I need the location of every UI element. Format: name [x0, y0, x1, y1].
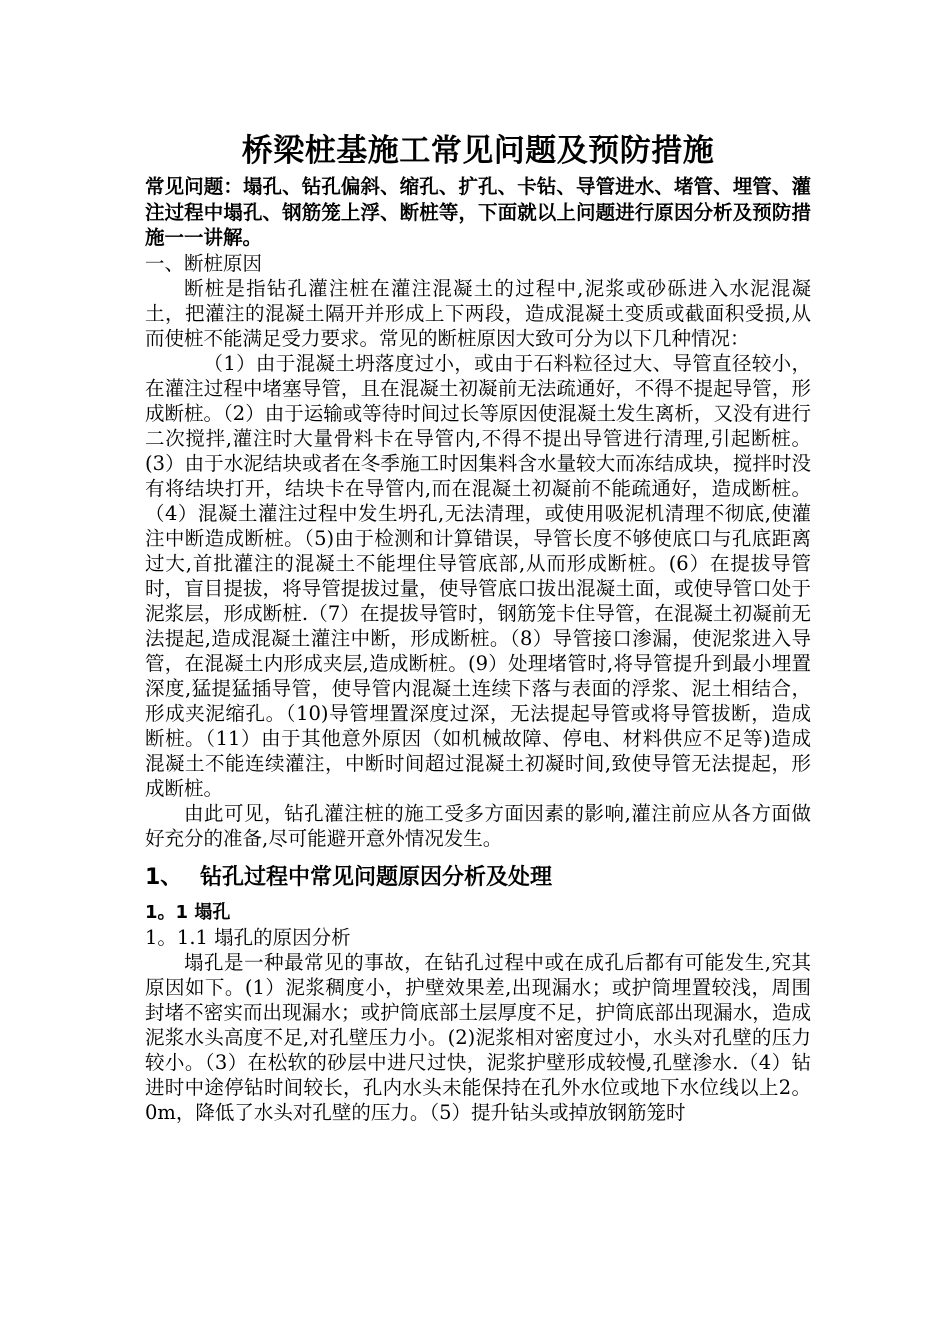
subheading-collapse: 1。1 塌孔	[145, 901, 231, 923]
summary-paragraph: 常见问题：塌孔、钻孔偏斜、缩孔、扩孔、卡钻、导管进水、堵管、埋管、灌注过程中塌孔、钢筋笼上浮、断桩等，下面就以上问题进行原因分析及预防措施一一讲解。	[145, 175, 811, 249]
heading-drilling-problems	[145, 863, 811, 893]
document-page	[145, 130, 811, 1125]
paragraph-causes-list: （1）由于混凝土坍落度过小，或由于石料粒径过大、导管直径较小，在灌注过程中堵塞导管，且在混凝土初凝前无法疏通好，不得不提起导管，形成断桩。（2）由于运输或等待时间过长等原因使混凝土发生离析，又没有进行二次搅拌,灌注时大量骨料卡在导管内,不得不提出导管进行清理,引起断桩。(3）由于水泥结块或者在冬季施工时因集料含水量较大而冻结成块，搅拌时没有将结块打开，结块卡在导管内,而在混凝土初凝前不能疏通好，造成断桩。（4）混凝土灌注过程中发生坍孔,无法清理，或使用吸泥机清理不彻底,使灌注中断造成断桩。（5)由于检测和计算错误，导管长度不够使底口与孔底距离过大,首批灌注的混凝土不能埋住导管底部,从而形成断桩。(6）在提拔导管时，盲目提拔，将导管提拔过量，使导管底口拔出混凝土面，或使导管口处于泥浆层，形成断桩.（7）在提拔导管时，钢筋笼卡住导管，在混凝土初凝前无法提起,造成混凝土灌注中断，形成断桩。（8）导管接口渗漏，使泥浆进入导管，在混凝土内形成夹层,造成断桩。(9）处理堵管时,将导管提升到最小埋置深度,猛提猛插导管，使导管内混凝土连续下落与表面的浮浆、泥土相结合，形成夹泥缩孔。（10)导管埋置深度过深，无法提起导管或将导管拔断，造成断桩。（11）由于其他意外原因（如机械故障、停电、材料供应不足等)造成混凝土不能连续灌注，中断时间超过混凝土初凝时间,致使导管无法提起，形成断桩。	[145, 351, 811, 800]
paragraph-conclusion: 由此可见，钻孔灌注桩的施工受多方面因素的影响,灌注前应从各方面做好充分的准备,尽可能避开意外情况发生。	[145, 801, 811, 850]
document-title: 桥梁桩基施工常见问题及预防措施	[241, 133, 715, 169]
paragraph-collapse-causes: 塌孔是一种最常见的事故，在钻孔过程中或在成孔后都有可能发生,究其原因如下。(1）泥浆稠度小，护壁效果差,出现漏水；或护筒埋置较浅，周围封堵不密实而出现漏水；或护筒底部土层厚度不足，护筒底部出现漏水，造成泥浆水头高度不足,对孔壁压力小。(2)泥浆相对密度过小，水头对孔壁的压力较小。（3）在松软的砂层中进尺过快，泥浆护壁形成较慢,孔壁渗水.（4）钻进时中途停钻时间较长，孔内水头未能保持在孔外水位或地下水位线以上2。0m，降低了水头对孔壁的压力。（5）提升钻头或掉放钢筋笼时	[145, 950, 811, 1124]
heading-text: 钻孔过程中常见问题原因分析及处理	[200, 864, 553, 890]
subsubheading-collapse-causes: 1。1.1 塌孔的原因分析	[145, 925, 351, 949]
section-heading-broken-pile: 一、断桩原因	[145, 251, 263, 275]
paragraph-definition: 断桩是指钻孔灌注桩在灌注混凝土的过程中,泥浆或砂砾进入水泥混凝土，把灌注的混凝土隔开并形成上下两段，造成混凝土变质或截面积受损,从而使桩不能满足受力要求。常见的断桩原因大致可分为以下几种情况：	[145, 276, 811, 350]
heading-number: 1、	[145, 864, 183, 890]
